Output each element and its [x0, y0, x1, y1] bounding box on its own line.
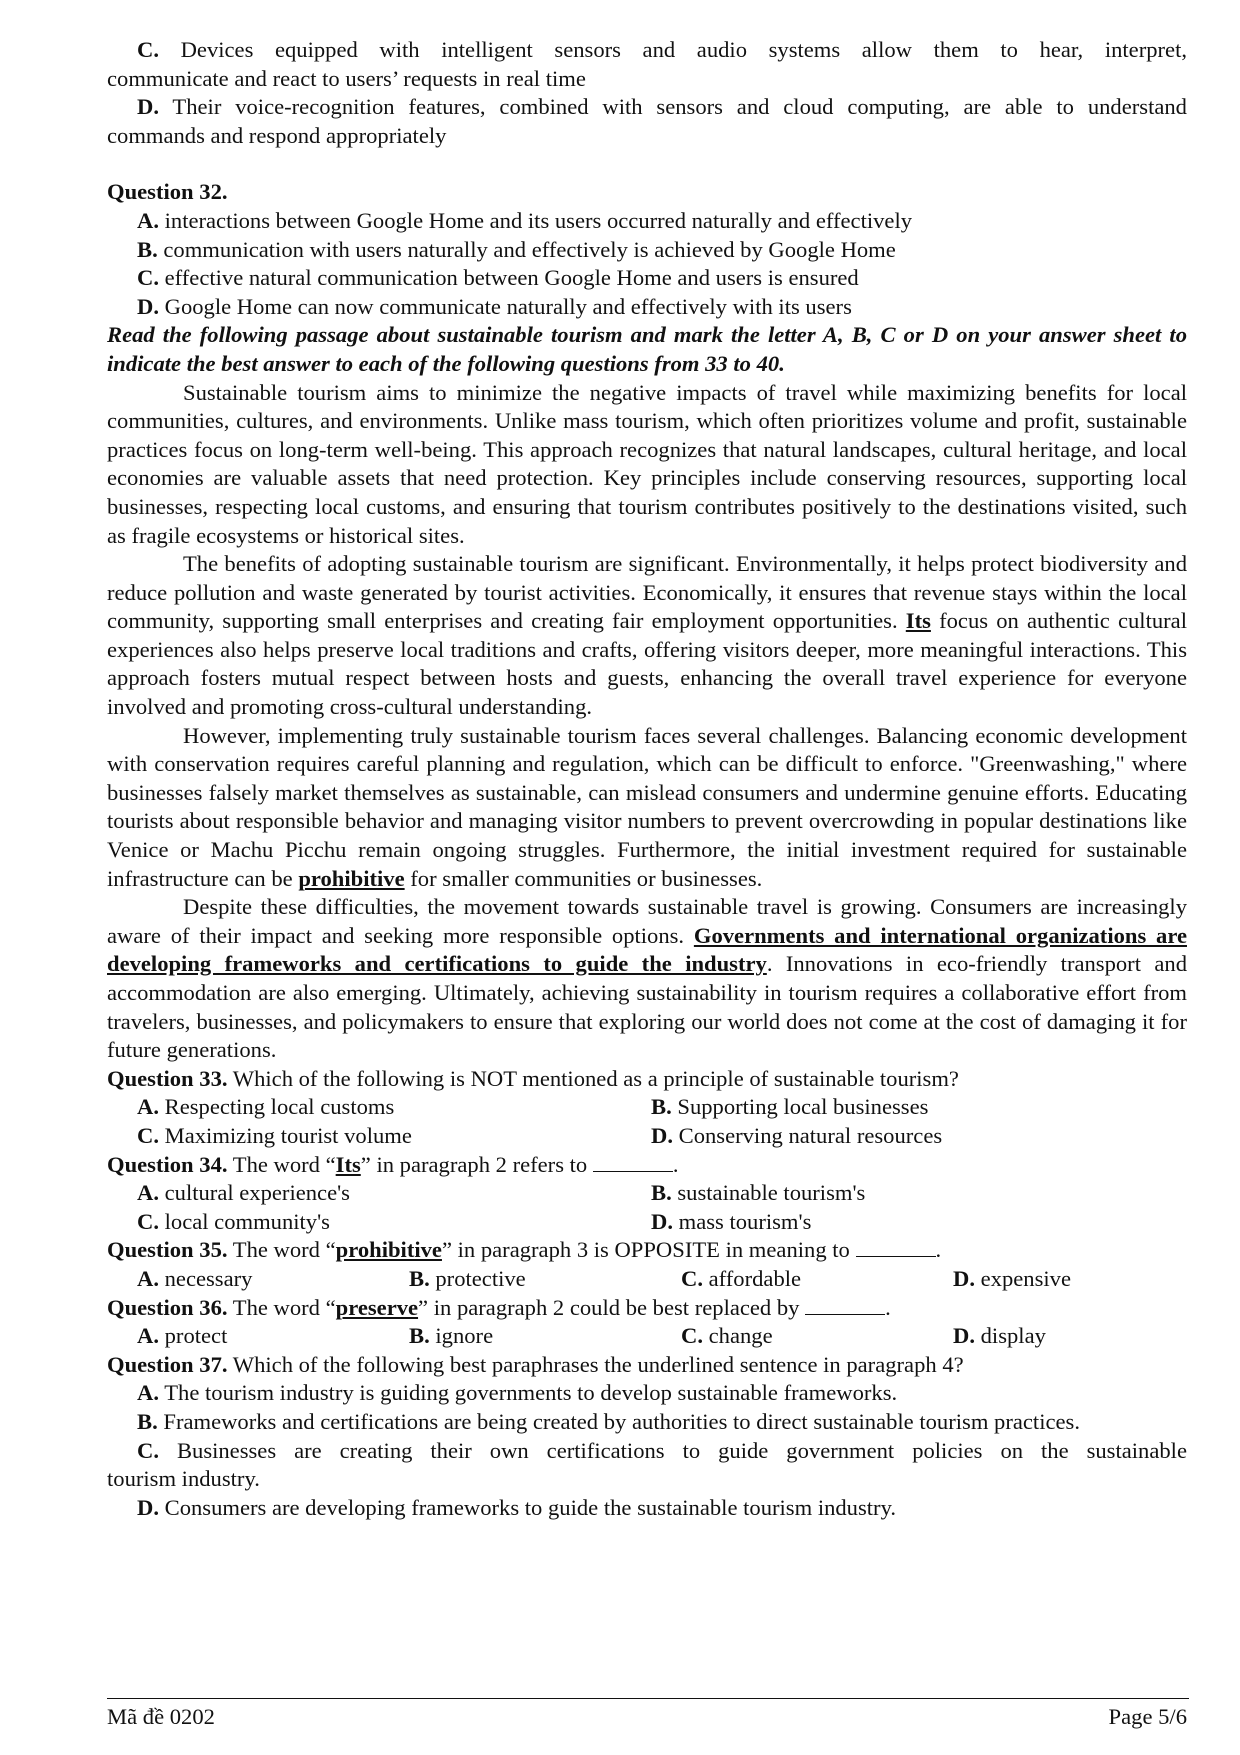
question-text: Which of the following is NOT mentioned as a principle of sustainable tourism? — [232, 1065, 959, 1091]
passage-paragraph-2 — [107, 550, 1187, 722]
option-label: A. — [137, 1380, 159, 1406]
q36-stem — [107, 1294, 1187, 1323]
answer-blank — [805, 1296, 885, 1315]
question-keyword: Its — [335, 1151, 361, 1177]
option-text: Consumers are developing frameworks to guide the sustainable tourism industry. — [164, 1494, 897, 1520]
option-label: A. — [137, 207, 159, 233]
q31-option-d — [107, 93, 1187, 122]
q32-option-d — [107, 293, 1187, 322]
q34-options-row-2 — [107, 1208, 1187, 1237]
option-text: Their voice-recognition features, combined with sensors and cloud computing, are able to understand — [172, 94, 1187, 120]
option-label: C. — [137, 37, 159, 62]
q35-stem — [107, 1236, 1187, 1265]
answer-blank — [593, 1153, 673, 1172]
q36-option-c — [681, 1322, 953, 1351]
passage-text: The benefits of adopting sustainable tourism are significant. Environmentally, it helps protect biodiversity and reduce pollution and waste generated by tourist activities. Economically, it ensures that revenue stays within the local community, supporting small enterprises and creating fair employment opportunities. — [107, 551, 1187, 634]
q35-option-b — [409, 1265, 681, 1294]
q33-option-b — [651, 1093, 928, 1122]
q36-option-a — [107, 1322, 409, 1351]
question-text: Which of the following best paraphrases the underlined sentence in paragraph 4? — [232, 1351, 964, 1377]
option-text: Conserving natural resources — [678, 1122, 943, 1148]
option-label: A. — [137, 1094, 159, 1120]
q31-option-d-cont: commands and respond appropriately — [107, 122, 447, 148]
option-text: The tourism industry is guiding governments to develop sustainable frameworks. — [164, 1380, 898, 1406]
q33-options-row-2 — [107, 1122, 1187, 1151]
option-label: B. — [137, 236, 158, 262]
q34-option-a — [107, 1179, 651, 1208]
underlined-word-prohibitive: prohibitive — [298, 865, 405, 891]
q35-option-c — [681, 1265, 953, 1294]
q33-option-a — [107, 1093, 651, 1122]
option-label: C. — [137, 1437, 159, 1463]
option-label: D. — [137, 293, 159, 319]
option-text: expensive — [980, 1265, 1071, 1291]
option-text: communication with users naturally and effectively is achieved by Google Home — [163, 236, 896, 262]
question-text: ” in paragraph 2 refers to — [360, 1151, 588, 1177]
option-text: Maximizing tourist volume — [164, 1122, 412, 1148]
question-number: Question 35. — [107, 1237, 228, 1263]
question-end: . — [935, 1237, 942, 1263]
underlined-word-its: Its — [905, 608, 931, 634]
question-end: . — [672, 1151, 679, 1177]
question-text: The word “ — [232, 1294, 336, 1320]
option-label: D. — [651, 1208, 673, 1234]
q33-option-d — [651, 1122, 942, 1151]
passage-text: However, implementing truly sustainable tourism faces several challenges. Balancing economic development with conservation requires careful planning and regulation, which can be difficult to enforce. "Greenwashing," where businesses falsely market themselves as sustainable, can mislead consumers and undermine genuine efforts. Educating tourists about responsible behavior and managing visitor numbers to prevent overcrowding in popular destinations like Venice or Machu Picchu remain ongoing struggles. Furthermore, the initial investment required for sustainable infrastructure can be — [107, 722, 1187, 891]
option-label: A. — [137, 1180, 159, 1206]
question-number: Question 34. — [107, 1151, 228, 1177]
option-text: ignore — [435, 1323, 494, 1349]
option-text: local community's — [164, 1208, 330, 1234]
q35-option-d — [953, 1265, 1071, 1294]
option-label: C. — [681, 1265, 703, 1291]
option-label: C. — [137, 265, 159, 291]
q33-options-row-1 — [107, 1093, 1187, 1122]
q34-option-c — [107, 1208, 651, 1237]
question-text: The word “ — [232, 1151, 336, 1177]
option-text: Respecting local customs — [164, 1094, 395, 1120]
q33-stem — [107, 1065, 1187, 1094]
q34-option-b — [651, 1179, 865, 1208]
option-label: B. — [651, 1094, 672, 1120]
q34-option-d — [651, 1208, 811, 1237]
q33-option-c — [107, 1122, 651, 1151]
q36-option-b — [409, 1322, 681, 1351]
q37-option-c — [107, 1437, 1187, 1466]
footer-divider — [107, 1698, 1189, 1699]
question-keyword: prohibitive — [335, 1237, 442, 1263]
q35-options-row — [107, 1265, 1187, 1294]
q35-option-a — [107, 1265, 409, 1294]
passage-text: . Innovations in eco-friendly transport and accommodation are also emerging. Ultimately, achieving sustainability in tourism requires a collaborative effort from travelers, businesses, and policymakers to ensure that exploring our world does not come at the cost of damaging it for future generations. — [107, 951, 1187, 1063]
underlined-sentence: Governments and international organizations are developing frameworks and certifications to guide the industry — [107, 922, 1187, 977]
q31-option-c-cont: communicate and react to users’ requests in real time — [107, 65, 586, 91]
option-label: B. — [651, 1180, 672, 1206]
q37-option-a — [107, 1379, 1187, 1408]
option-text: Businesses are creating their own certifications to guide government policies on the sustainable — [176, 1437, 1187, 1463]
q32-option-a — [107, 207, 1187, 236]
option-text: change — [708, 1323, 773, 1349]
q34-stem — [107, 1151, 1187, 1180]
option-text: sustainable tourism's — [677, 1180, 866, 1206]
option-label: C. — [681, 1323, 703, 1349]
option-text: protective — [435, 1265, 526, 1291]
question-number: Question 37. — [107, 1351, 228, 1377]
option-label: C. — [137, 1208, 159, 1234]
option-text: protect — [164, 1323, 228, 1349]
option-label: C. — [137, 1122, 159, 1148]
passage-text: for smaller communities or businesses. — [410, 865, 763, 891]
question-number: Question 33. — [107, 1065, 228, 1091]
option-text: affordable — [708, 1265, 802, 1291]
answer-blank — [856, 1238, 936, 1257]
q37-option-d — [107, 1494, 1187, 1523]
option-label: D. — [953, 1323, 975, 1349]
option-text: Devices equipped with intelligent sensors and audio systems allow them to hear, interpret, — [180, 37, 1187, 62]
q37-option-c-cont: tourism industry. — [107, 1466, 260, 1492]
q32-option-c — [107, 264, 1187, 293]
option-label: B. — [137, 1408, 158, 1434]
option-label: B. — [409, 1265, 430, 1291]
option-label: A. — [137, 1265, 159, 1291]
option-text: cultural experience's — [164, 1180, 350, 1206]
page-content — [107, 36, 1187, 1522]
question-text: The word “ — [232, 1237, 336, 1263]
option-label: B. — [409, 1323, 430, 1349]
passage-paragraph-1: Sustainable tourism aims to minimize the negative impacts of travel while maximizing benefits for local communities, cultures, and environments. Unlike mass tourism, which often prioritizes volume and profit, sustainable practices focus on long-term well-being. This approach recognizes that natural landscapes, cultural heritage, and local economies are valuable assets that need protection. Key principles include conserving resources, supporting local businesses, respecting local customs, and ensuring that tourism contributes positively to the destinations visited, such as fragile ecosystems or historical sites. — [107, 379, 1187, 548]
q37-stem — [107, 1351, 1187, 1380]
option-text: Google Home can now communicate naturally and effectively with its users — [164, 293, 852, 319]
exam-code: Mã đề 0202 — [107, 1704, 215, 1729]
page-number: Page 5/6 — [1108, 1704, 1187, 1729]
option-label: A. — [137, 1323, 159, 1349]
option-text: display — [980, 1323, 1046, 1349]
option-text: Supporting local businesses — [677, 1094, 929, 1120]
option-label: D. — [137, 94, 159, 120]
option-text: necessary — [164, 1265, 253, 1291]
option-label: D. — [953, 1265, 975, 1291]
q32-title: Question 32. — [107, 179, 228, 205]
option-label: D. — [651, 1122, 673, 1148]
question-text: ” in paragraph 3 is OPPOSITE in meaning to — [441, 1237, 850, 1263]
q32-option-b — [107, 236, 1187, 265]
q31-option-c — [107, 36, 1187, 65]
question-number: Question 36. — [107, 1294, 228, 1320]
passage-text: focus on authentic cultural experiences also helps preserve local traditions and crafts, offering visitors deeper, more meaningful interactions. This approach fosters mutual respect between hosts and guests, enhancing the overall travel experience for everyone involved and promoting cross-cultural understanding. — [107, 608, 1187, 720]
option-text: effective natural communication between Google Home and users is ensured — [164, 265, 859, 291]
option-text: interactions between Google Home and its users occurred naturally and effectively — [164, 207, 913, 233]
q36-options-row — [107, 1322, 1187, 1351]
q36-option-d — [953, 1322, 1046, 1351]
passage-paragraph-3 — [107, 722, 1187, 894]
passage-text: Despite these difficulties, the movement towards sustainable travel is growing. Consumers are increasingly aware of their impact and seeking more responsible options. — [107, 894, 1187, 948]
option-label: D. — [137, 1494, 159, 1520]
option-text: Frameworks and certifications are being created by authorities to direct sustainable tourism practices. — [163, 1408, 1080, 1434]
reading-instruction: Read the following passage about sustainable tourism and mark the letter A, B, C or D on your answer sheet to indicate the best answer to each of the following questions from 33 to 40. — [107, 322, 1187, 376]
passage-paragraph-4 — [107, 893, 1187, 1065]
question-text: ” in paragraph 2 could be best replaced by — [418, 1294, 800, 1320]
option-text: mass tourism's — [678, 1208, 812, 1234]
q34-options-row-1 — [107, 1179, 1187, 1208]
q37-option-b — [107, 1408, 1187, 1437]
question-end: . — [885, 1294, 891, 1320]
question-keyword: preserve — [335, 1294, 419, 1320]
